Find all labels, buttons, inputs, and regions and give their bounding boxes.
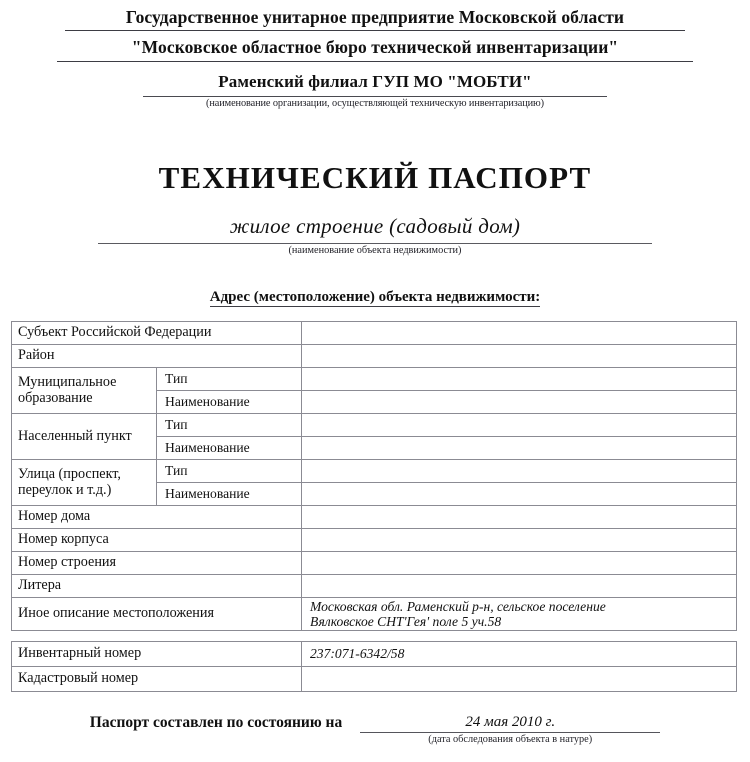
row-label-settlement: Населенный пункт [12,414,157,460]
row-label-structure-number: Номер строения [12,552,302,575]
row-sublabel-municipality-type: Тип [157,368,302,391]
other-description-line-1: Московская обл. Раменский р-н, сельское поселение [310,599,606,614]
table-row [12,667,737,692]
row-label-cadastral-number: Кадастровый номер [12,667,302,692]
footer-date-value[interactable]: 24 мая 2010 г. [360,714,660,733]
table-row [12,460,737,483]
row-value-cadastral-number[interactable] [302,667,737,692]
subtitle-divider [98,243,652,244]
row-value-litera[interactable] [302,575,737,598]
row-value-street-name[interactable] [302,483,737,506]
row-label-municipality: Муниципальное образование [12,368,157,414]
organization-branch-line: Раменский филиал ГУП МО "МОБТИ" [218,71,532,91]
table-row [12,529,737,552]
organization-caption: (наименование организации, осуществляющей техническую инвентаризацию) [206,97,544,109]
document-title: ТЕХНИЧЕСКИЙ ПАСПОРТ [158,160,592,195]
row-value-settlement-type[interactable] [302,414,737,437]
address-heading-text: Адрес (местоположение) объекта недвижимости: [209,289,541,305]
row-sublabel-settlement-type: Тип [157,414,302,437]
row-label-street: Улица (проспект, переулок и т.д.) [12,460,157,506]
row-label-other-description: Иное описание местоположения [12,598,302,631]
footer-label: Паспорт составлен по состоянию на [89,714,343,731]
row-value-district[interactable] [302,345,737,368]
document-subtitle-block [0,214,750,256]
row-value-subject[interactable] [302,322,737,345]
table-row [12,642,737,667]
table-row [12,368,737,391]
table-row [12,506,737,529]
organization-line-1: Государственное унитарное предприятие Московской области [65,6,685,31]
row-sublabel-municipality-name: Наименование [157,391,302,414]
table-row [12,345,737,368]
row-value-structure-number[interactable] [302,552,737,575]
table-row [12,414,737,437]
subtitle-caption: (наименование объекта недвижимости) [288,245,462,256]
row-value-house-number[interactable] [302,506,737,529]
row-value-building-number[interactable] [302,529,737,552]
row-value-municipality-name[interactable] [302,391,737,414]
row-sublabel-street-type: Тип [157,460,302,483]
row-value-settlement-name[interactable] [302,437,737,460]
organization-header [0,6,750,109]
table-row [12,322,737,345]
row-label-litera: Литера [12,575,302,598]
inventory-number-table [11,641,737,692]
row-value-other-description[interactable] [302,598,737,631]
row-label-house-number: Номер дома [12,506,302,529]
table-row [12,552,737,575]
footer-date-block [360,714,660,745]
document-subtitle: жилое строение (садовый дом) [229,214,521,238]
row-label-subject: Субъект Российской Федерации [12,322,302,345]
row-sublabel-street-name: Наименование [157,483,302,506]
organization-line-2: "Московское областное бюро технической инвентаризации" [57,36,693,61]
footer-inner [90,714,660,745]
address-section-heading [0,288,750,306]
row-value-municipality-type[interactable] [302,368,737,391]
row-label-district: Район [12,345,302,368]
row-value-inventory-number[interactable]: 237:071-6342/58 [302,642,737,667]
row-label-inventory-number: Инвентарный номер [12,642,302,667]
row-label-building-number: Номер корпуса [12,529,302,552]
table-row [12,575,737,598]
organization-divider [143,96,607,97]
other-description-line-2: Вялковское СНТ'Гея' поле 5 уч.58 [310,614,502,630]
footer-date-caption: (дата обследования объекта в натуре) [428,734,593,745]
address-table [11,321,737,631]
row-sublabel-settlement-name: Наименование [157,437,302,460]
table-row [12,598,737,631]
row-value-street-type[interactable] [302,460,737,483]
document-footer [0,714,750,745]
